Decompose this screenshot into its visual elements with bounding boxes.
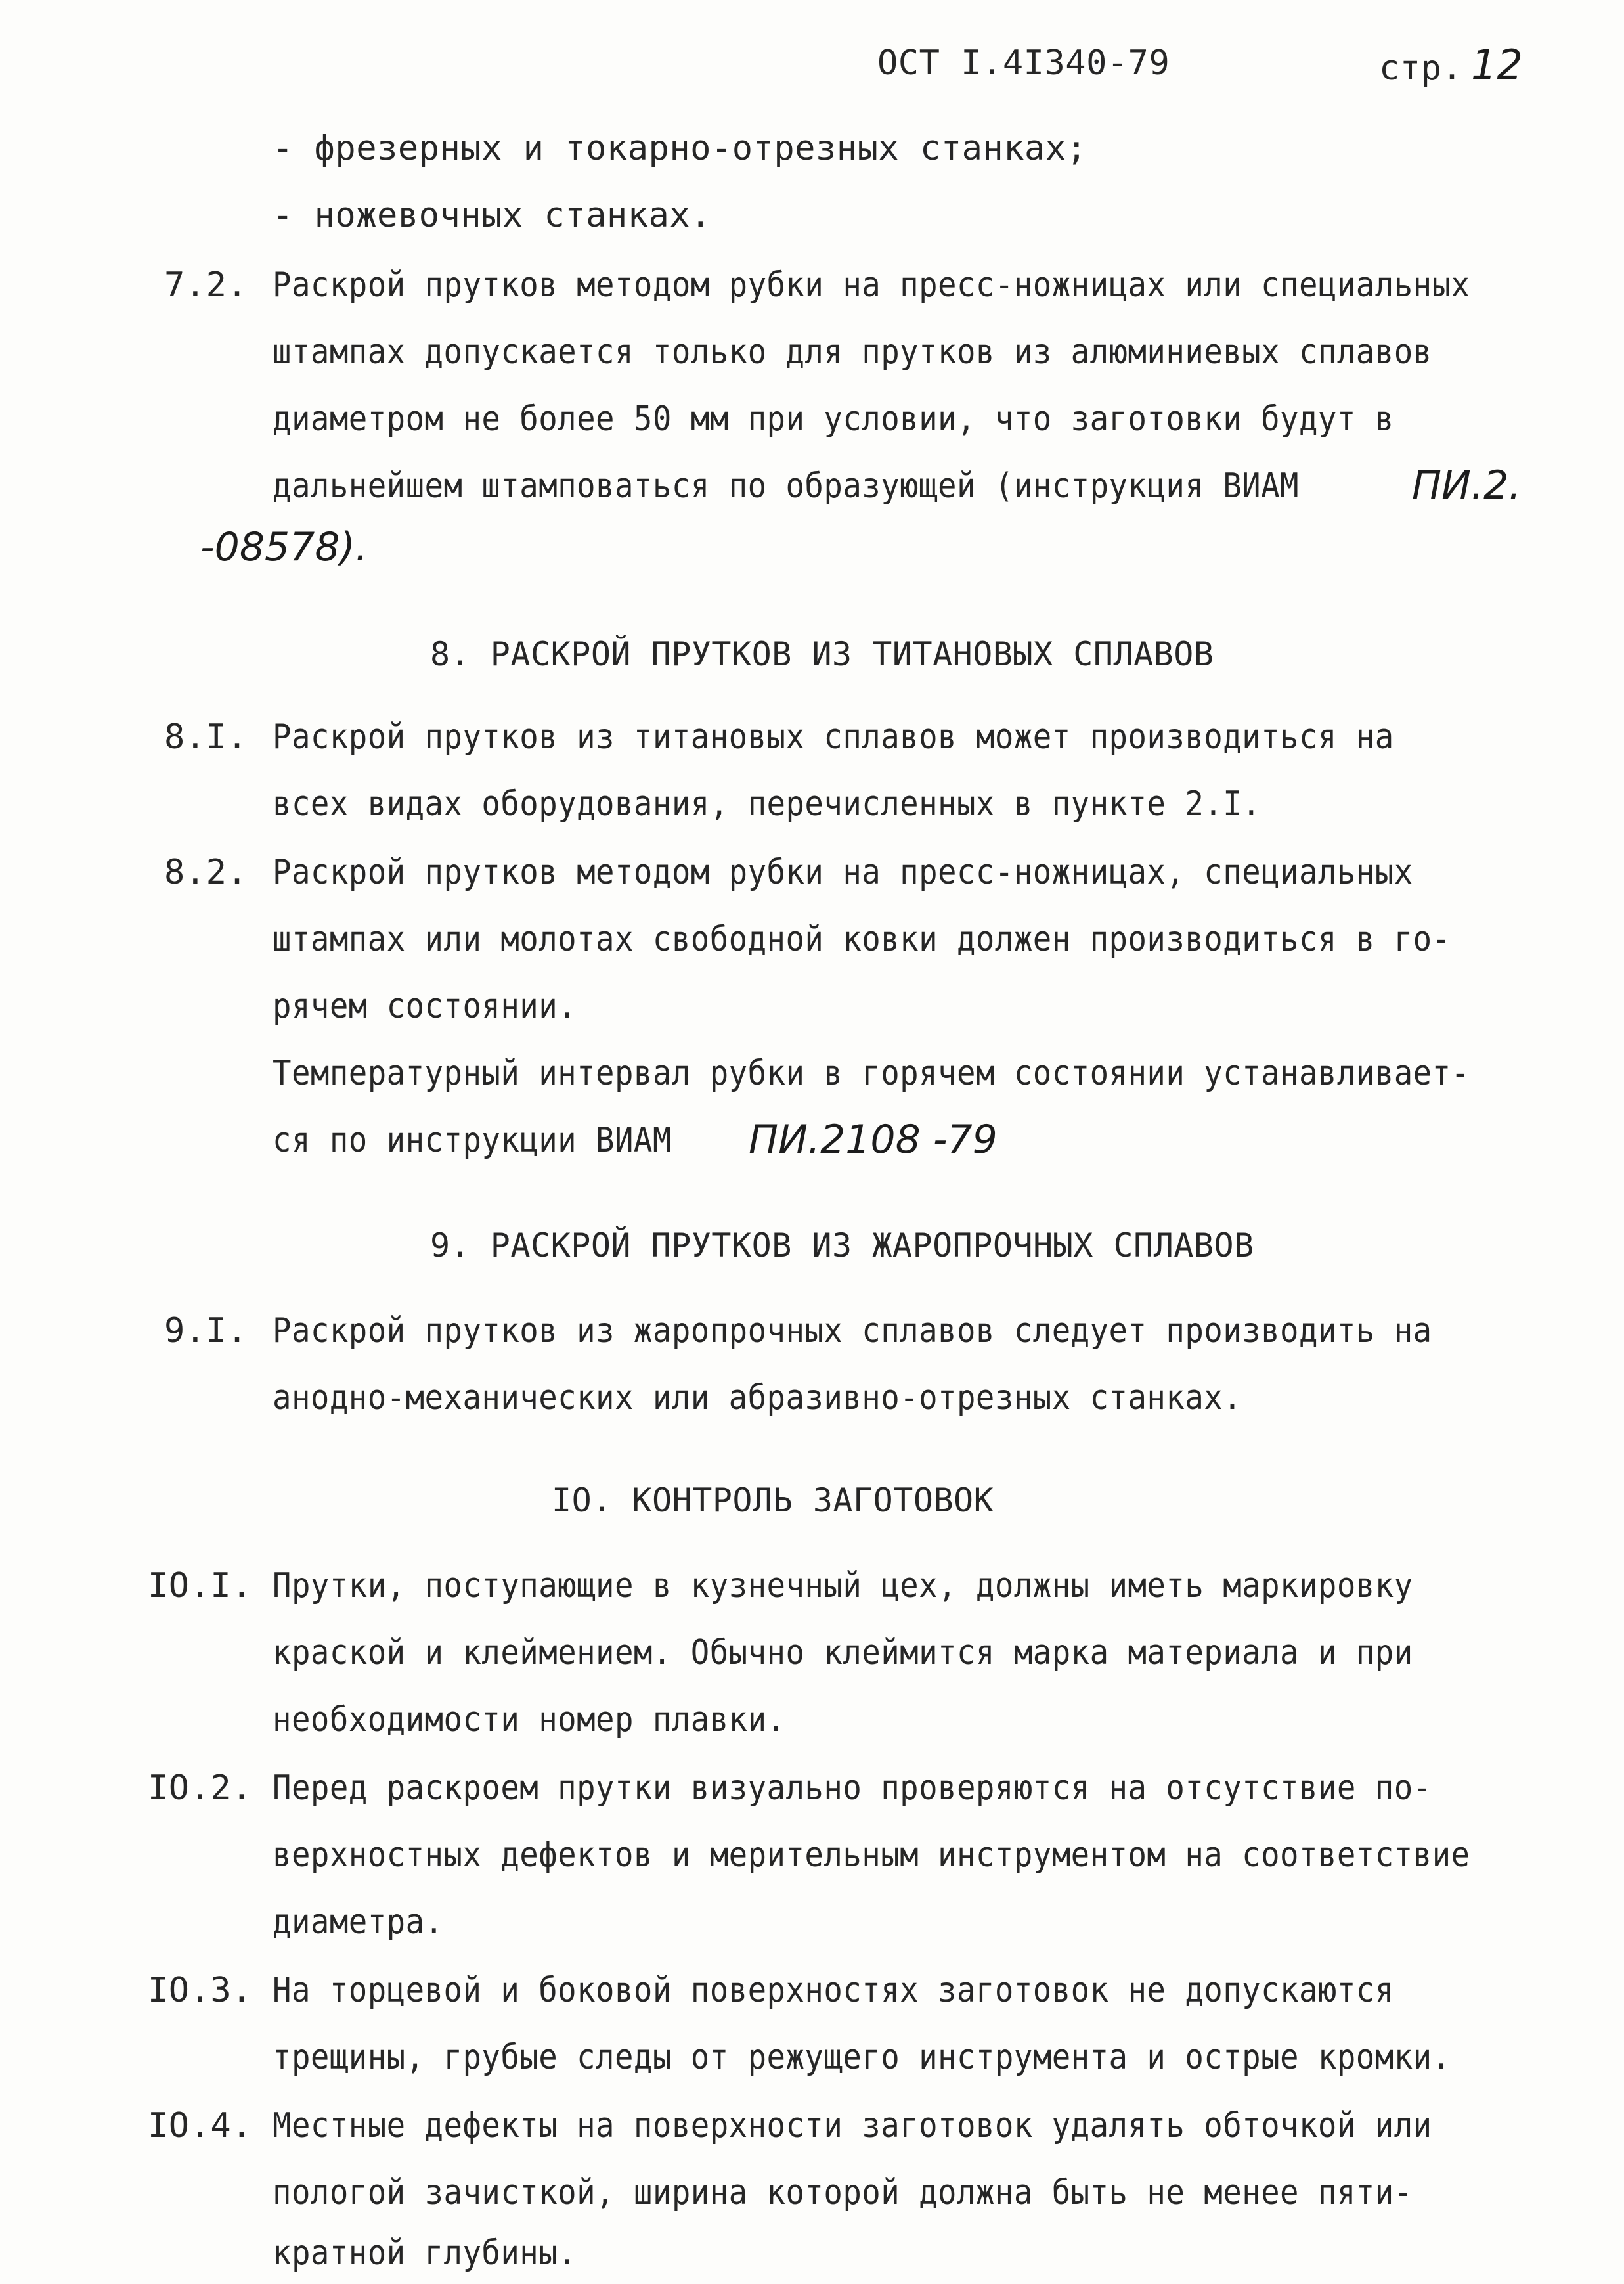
document-code: ОСТ I.4I340-79 — [877, 43, 1170, 83]
section-heading: 9. РАСКРОЙ ПРУТКОВ ИЗ ЖАРОПРОЧНЫХ СПЛАВОВ — [430, 1226, 1254, 1265]
clause-number: 7.2. — [164, 265, 248, 305]
clause-number: 8.I. — [164, 717, 248, 757]
clause-number: IO.3. — [148, 1971, 253, 2010]
paragraph-line: Температурный интервал рубки в горячем состоянии устанавливает- — [273, 1054, 1470, 1093]
paragraph-line: Прутки, поступающие в кузнечный цех, должны иметь маркировку — [273, 1566, 1413, 1605]
page-number-handwritten: 12 — [1471, 41, 1523, 89]
paragraph-line: Перед раскроем прутки визуально проверяются на отсутствие по- — [273, 1768, 1432, 1808]
handwritten-reference: ПИ.2. — [1412, 462, 1522, 508]
paragraph-line: необходимости номер плавки. — [273, 1700, 786, 1739]
paragraph-line: пологой зачисткой, ширина которой должна быть не менее пяти- — [273, 2173, 1413, 2212]
clause-number: IO.4. — [148, 2106, 253, 2145]
list-item: - ножевочных станках. — [273, 196, 711, 235]
paragraph-line: Раскрой прутков методом рубки на пресс-ножницах, специальных — [273, 853, 1413, 892]
paragraph-line: Раскрой прутков из титановых сплавов может производиться на — [273, 717, 1394, 757]
paragraph-line: трещины, грубые следы от режущего инструмента и острые кромки. — [273, 2038, 1451, 2077]
paragraph-line: диаметра. — [273, 1902, 444, 1942]
clause-number: IO.I. — [148, 1566, 253, 1605]
paragraph-line: краской и клеймением. Обычно клеймится марка материала и при — [273, 1633, 1413, 1672]
paragraph-line: рячем состоянии. — [273, 987, 577, 1026]
clause-number: 8.2. — [164, 853, 248, 892]
list-item: - фрезерных и токарно-отрезных станках; — [273, 129, 1087, 168]
paragraph-line: Местные дефекты на поверхности заготовок удалять обточкой или — [273, 2106, 1432, 2145]
paragraph-line: диаметром не более 50 мм при условии, что заготовки будут в — [273, 399, 1394, 439]
handwritten-reference: -08578). — [200, 524, 368, 570]
paragraph-line: верхностных дефектов и мерительным инструментом на соответствие — [273, 1835, 1470, 1875]
handwritten-reference: ПИ.2108 -79 — [749, 1117, 998, 1163]
clause-number: 9.I. — [164, 1311, 248, 1351]
paragraph-line: анодно-механических или абразивно-отрезных станках. — [273, 1378, 1242, 1418]
clause-number: IO.2. — [148, 1768, 253, 1808]
section-heading: IO. КОНТРОЛЬ ЗАГОТОВОК — [552, 1481, 994, 1519]
paragraph-line: ся по инструкции ВИАМ — [273, 1121, 672, 1160]
paragraph-line: Раскрой прутков методом рубки на пресс-ножницах или специальных — [273, 265, 1470, 305]
paragraph-line: На торцевой и боковой поверхностях заготовок не допускаются — [273, 1971, 1394, 2010]
paragraph-line: Раскрой прутков из жаропрочных сплавов следует производить на — [273, 1311, 1432, 1351]
page-label: стр. — [1379, 49, 1463, 88]
paragraph-line: штампах допускается только для прутков из алюминиевых сплавов — [273, 332, 1432, 372]
section-heading: 8. РАСКРОЙ ПРУТКОВ ИЗ ТИТАНОВЫХ СПЛАВОВ — [430, 635, 1214, 673]
paragraph-line: дальнейшем штамповаться по образующей (инструкция ВИАМ — [273, 466, 1299, 506]
paragraph-line: всех видах оборудования, перечисленных в пункте 2.I. — [273, 784, 1262, 824]
paragraph-line: штампах или молотах свободной ковки должен производиться в го- — [273, 920, 1451, 959]
paragraph-line: кратной глубины. — [273, 2233, 577, 2273]
